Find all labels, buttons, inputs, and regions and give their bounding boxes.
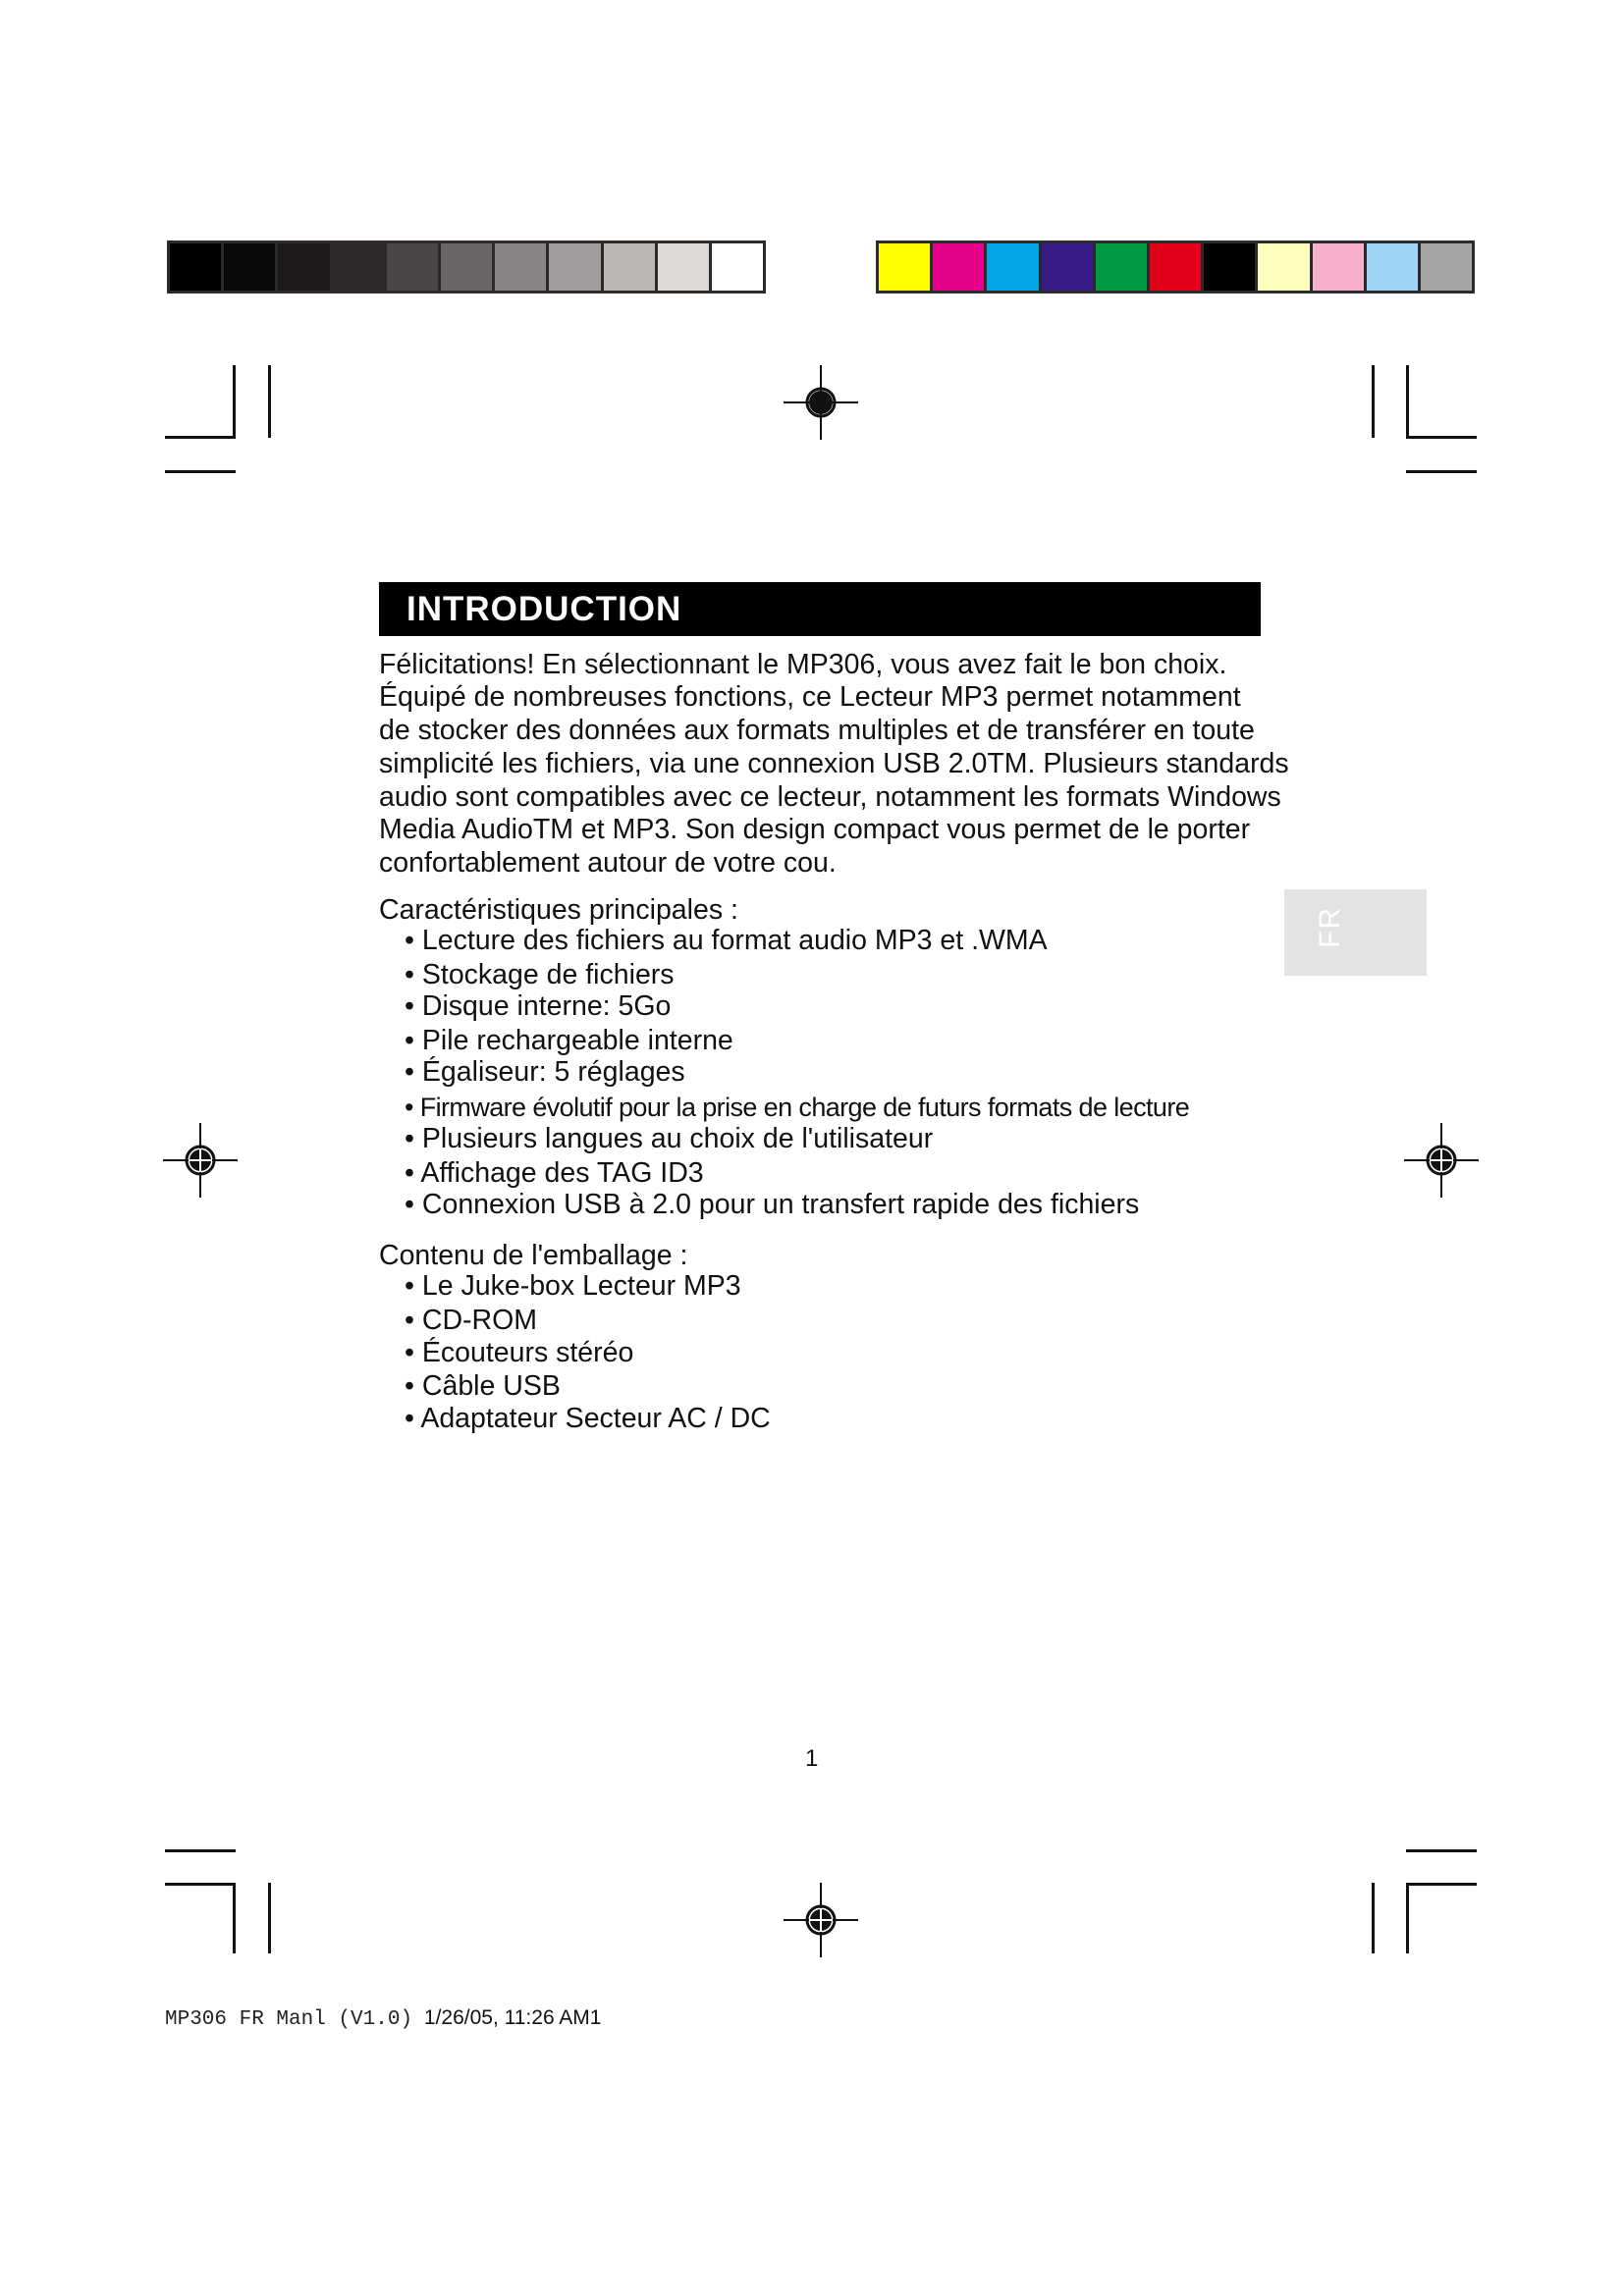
color-swatch — [1258, 243, 1312, 291]
gray-swatch — [170, 243, 224, 291]
color-swatch — [1204, 243, 1258, 291]
footer-datetime: 1/26/05, 11:26 AM1 — [423, 2006, 602, 2029]
list-item: • Écouteurs stéréo — [405, 1337, 634, 1368]
gray-swatch — [387, 243, 441, 291]
color-swatch — [933, 243, 987, 291]
intro-line: audio sont compatibles avec ce lecteur, notamment les formats Windows — [379, 781, 1281, 813]
list-item: • Plusieurs langues au choix de l'utilisateur — [405, 1123, 934, 1154]
color-swatch — [1367, 243, 1421, 291]
gray-swatch — [333, 243, 387, 291]
package-heading: Contenu de l'emballage : — [379, 1240, 688, 1271]
crop-mark — [268, 1883, 271, 1953]
grayscale-calibration-bar — [167, 240, 766, 294]
crop-mark — [1406, 1883, 1409, 1953]
gray-swatch — [658, 243, 712, 291]
color-calibration-bar — [876, 240, 1475, 294]
color-swatch — [1313, 243, 1367, 291]
features-heading: Caractéristiques principales : — [379, 894, 738, 926]
color-swatch — [1150, 243, 1204, 291]
crop-mark — [1406, 1883, 1477, 1886]
list-item: • Pile rechargeable interne — [405, 1025, 733, 1056]
list-item: • Affichage des TAG ID3 — [405, 1157, 704, 1189]
list-item: • Égaliseur: 5 réglages — [405, 1056, 685, 1088]
gray-swatch — [604, 243, 658, 291]
page-number: 1 — [805, 1745, 819, 1772]
registration-target-icon — [784, 365, 858, 440]
registration-target-icon — [1404, 1123, 1479, 1198]
crop-mark — [233, 1883, 236, 1953]
color-swatch — [987, 243, 1041, 291]
color-swatch — [1421, 243, 1472, 291]
crop-mark — [233, 365, 236, 438]
gray-swatch — [549, 243, 603, 291]
gray-swatch — [495, 243, 549, 291]
crop-mark — [165, 1849, 236, 1852]
crop-mark — [268, 365, 271, 438]
color-swatch — [879, 243, 933, 291]
list-item: • Firmware évolutif pour la prise en charge de futurs formats de lecture — [405, 1093, 1190, 1122]
language-tab — [1284, 889, 1427, 976]
crop-mark — [1406, 436, 1477, 439]
intro-line: Équipé de nombreuses fonctions, ce Lecteur MP3 permet notamment — [379, 681, 1241, 713]
color-swatch — [1096, 243, 1150, 291]
list-item: • Le Juke-box Lecteur MP3 — [405, 1270, 741, 1302]
intro-line: Media AudioTM et MP3. Son design compact vous permet de le porter — [379, 814, 1251, 845]
language-tab-label: FR — [1314, 907, 1346, 948]
crop-mark — [1372, 1883, 1375, 1953]
list-item: • Câble USB — [405, 1370, 561, 1402]
crop-mark — [1406, 1849, 1477, 1852]
section-title: INTRODUCTION — [379, 582, 1261, 636]
crop-mark — [1372, 365, 1375, 438]
print-footer — [165, 2006, 601, 2031]
crop-mark — [165, 1883, 236, 1886]
intro-line: simplicité les fichiers, via une connexion USB 2.0TM. Plusieurs standards — [379, 748, 1289, 779]
list-item: • Lecture des fichiers au format audio MP3 et .WMA — [405, 925, 1048, 956]
crop-mark — [165, 436, 236, 439]
list-item: • Disque interne: 5Go — [405, 990, 672, 1022]
crop-mark — [165, 470, 236, 473]
intro-line: de stocker des données aux formats multiples et de transférer en toute — [379, 715, 1255, 746]
crop-mark — [1406, 470, 1477, 473]
registration-target-icon — [163, 1123, 238, 1198]
list-item: • Stockage de fichiers — [405, 959, 675, 990]
color-swatch — [1042, 243, 1096, 291]
crop-mark — [1406, 365, 1409, 438]
footer-file: MP306 FR Manl (V1.0) — [165, 2008, 413, 2031]
list-item: • Adaptateur Secteur AC / DC — [405, 1403, 771, 1434]
registration-target-icon — [784, 1883, 858, 1957]
list-item: • CD-ROM — [405, 1305, 538, 1336]
intro-line: confortablement autour de votre cou. — [379, 847, 837, 879]
gray-swatch — [278, 243, 332, 291]
gray-swatch — [224, 243, 278, 291]
intro-line: Félicitations! En sélectionnant le MP306, vous avez fait le bon choix. — [379, 649, 1227, 680]
gray-swatch — [441, 243, 495, 291]
gray-swatch — [712, 243, 763, 291]
list-item: • Connexion USB à 2.0 pour un transfert rapide des fichiers — [405, 1189, 1140, 1220]
